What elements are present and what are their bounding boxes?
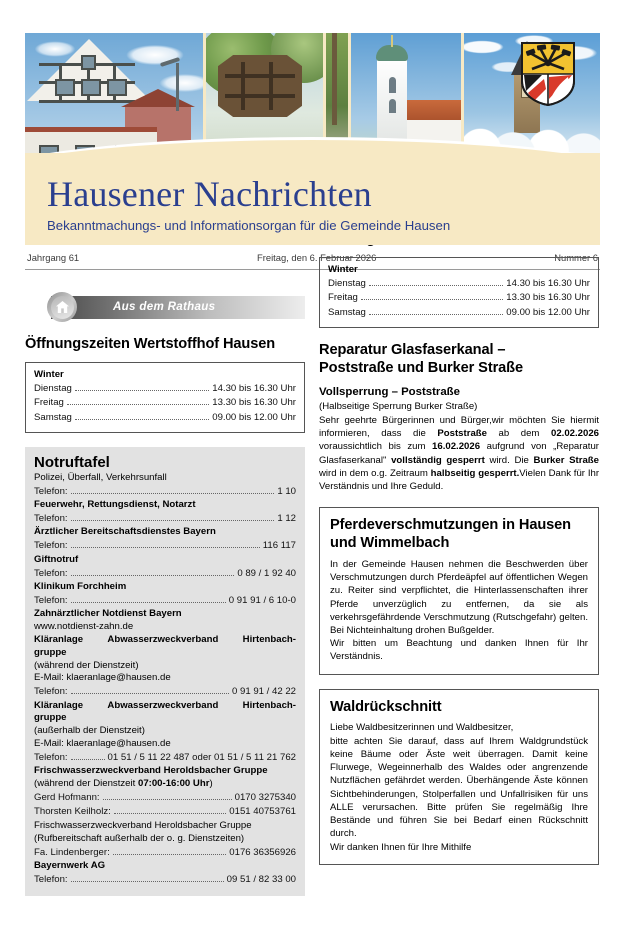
banner-label: Aus dem Rathaus (113, 300, 216, 313)
left-hours-rows (34, 382, 296, 425)
left-hours-season: Winter (34, 368, 64, 380)
pferde-heading-line1: Pferdeverschmutzungen in Hausen (330, 517, 571, 534)
frischwasser-note-hours: 07:00-16:00 Uhr (137, 778, 210, 790)
left-hours-heading: Öffnungszeiten Wertstoffhof Hausen (25, 336, 276, 352)
frischwasser-name-2: Frischwasserzweckverband Heroldsbacher Gruppe (34, 819, 252, 831)
name-part: Kläranlage (34, 633, 84, 645)
row-value: 13.30 bis 16.30 Uhr (212, 397, 296, 409)
row-label: Telefon: (34, 513, 68, 525)
notruf-entry-name: Giftnotruf (34, 553, 79, 565)
pferde-para2: Wir bitten um Beachtung und danken Ihnen für Ihr Verständnis. (330, 638, 588, 663)
frischwasser-name: Frischwasserzweckverband Heroldsbacher Gruppe (34, 765, 268, 777)
row-label: Telefon: (34, 594, 68, 606)
row-label: Telefon: (34, 540, 68, 552)
row-value: 0 89 / 1 92 40 (237, 567, 296, 579)
row-label: Dienstag (34, 382, 72, 394)
body-text-run: Vielen Dank für Ihr Verständnis und Ihre Geduld. (319, 467, 600, 492)
hausen-coat-of-arms (520, 41, 576, 107)
klaeranlage-phone-row (34, 685, 296, 699)
klaeranlage-email: E-Mail: klaeranlage@hausen.de (34, 738, 171, 750)
left-opening-hours-box (25, 362, 305, 433)
newspaper-page (0, 33, 625, 930)
bayernwerk-name: Bayernwerk AG (34, 859, 106, 871)
emphasis-text: Burker Straße (533, 454, 600, 466)
body-text-run: Sehr geehrte Bürgerinnen und Bürger,wir möchten Sie hiermit informieren, dass die (319, 414, 599, 440)
wald-para1: bitte achten Sie darauf, dass auf Ihrem Waldgrundstück keine Bäume oder Äste weit überragen. Damit keine Flurwege, Wegeinnerhalb des Waldes oder angrenzende Nutzflächen gefährdet werden. Überhängende Äste können Sichtbehinderungen, Stolperfallen und Unfallrisiken für uns ALLE verursachen. Bitte prüfen Sie regelmäßig Ihre Bestände und führen Sie bei Bedarf einen Rückschnitt durch. (330, 735, 588, 840)
notruf-phone-row (34, 485, 296, 499)
dot-leader (71, 493, 275, 494)
right-hours-season: Winter (328, 263, 358, 275)
dot-leader (71, 881, 224, 882)
glasfaser-paren: (Halbseitige Sperrung Burker Straße) (319, 400, 478, 412)
dot-leader (369, 285, 503, 286)
glasfaser-heading (319, 342, 599, 378)
notruf-entry-name: Polizei, Überfall, Verkehrsunfall (34, 471, 167, 483)
notruftafel-entries (34, 472, 296, 887)
klaeranlage-phone-row (34, 751, 296, 765)
masthead-subtitle: Bekanntmachungs- und Informationsorgan für die Gemeinde Hausen (47, 218, 451, 233)
notruf-entry-name: Zahnärztlicher Notdienst Bayern (34, 608, 182, 620)
klaeranlage-note: (außerhalb der Dienstzeit) (34, 725, 145, 737)
left-column (25, 279, 305, 896)
row-label: Telefon: (34, 686, 68, 698)
wald-heading: Waldrückschnitt (330, 698, 442, 715)
emphasis-text: vollständig gesperrt (391, 454, 485, 466)
row-value: 01 51 / 5 11 22 487 oder 01 51 / 5 11 21 762 (107, 751, 296, 763)
dot-leader (361, 299, 503, 300)
row-label: Thorsten Keilholz: (34, 806, 111, 818)
row-label: Freitag (34, 397, 64, 409)
klaeranlage-name-1 (34, 634, 296, 647)
klaeranlage-email: E-Mail: klaeranlage@hausen.de (34, 672, 171, 684)
right-column (319, 231, 599, 896)
pferde-article-box (319, 507, 599, 674)
klaeranlage-name-2 (34, 700, 296, 713)
row-value: 09 51 / 82 33 00 (226, 873, 296, 885)
frischwasser-note-2: (Rufbereitschaft außerhalb der o. g. Dienstzeiten) (34, 832, 245, 844)
emphasis-text: Poststraße (437, 428, 487, 440)
row-label: Samstag (328, 306, 366, 318)
klaeranlage-name-cont: gruppe (34, 712, 67, 724)
dot-leader (67, 404, 209, 405)
hours-row (328, 291, 590, 305)
wald-article-box (319, 689, 599, 865)
row-label: Samstag (34, 411, 72, 423)
body-text-run: voraussichtlich bis zum (319, 441, 433, 453)
notruf-entry-name: Ärztlicher Bereitschaftsdienstes Bayern (34, 526, 216, 538)
row-value: 1 12 (277, 513, 296, 525)
name-part: Hirtenbach- (242, 699, 296, 711)
house-icon (47, 292, 77, 322)
row-label: Gerd Hofmann: (34, 792, 100, 804)
hours-row (34, 396, 296, 410)
body-text-run: ab dem (486, 428, 551, 440)
name-part: Abwasserzweckverband (107, 699, 219, 711)
row-label: Telefon: (34, 485, 68, 497)
right-hours-rows (328, 277, 590, 320)
body-text-run: wird in dem o.g. Zeitraum (319, 467, 431, 479)
klaeranlage-name-cont: gruppe (34, 646, 67, 658)
name-part: Hirtenbach- (242, 633, 296, 645)
pferde-heading (330, 517, 588, 553)
emphasis-text: 02.02.2026 (550, 428, 599, 440)
frischwasser-contact-row (34, 805, 296, 819)
frischwasser-contact-row (34, 846, 296, 860)
hours-row (328, 306, 590, 320)
row-label: Telefon: (34, 873, 68, 885)
glasfaser-body (319, 414, 599, 493)
row-value: 09.00 bis 12.00 Uhr (506, 306, 590, 318)
volume-label: Jahrgang 61 (27, 252, 80, 263)
wald-salutation: Liebe Waldbesitzerinnen und Waldbesitzer, (330, 722, 514, 734)
notruf-phone-row (34, 512, 296, 526)
dot-leader (71, 759, 105, 760)
masthead-title-block (47, 176, 450, 233)
row-value: 1 10 (277, 485, 296, 497)
notruftafel-panel (25, 447, 305, 896)
wald-para2: Wir danken Ihnen für Ihre Mithilfe (330, 841, 472, 853)
page-title: Hausener Nachrichten (47, 174, 372, 215)
row-value: 0170 3275340 (234, 792, 296, 804)
row-value: 0176 36356926 (229, 846, 296, 858)
row-value: 14.30 bis 16.30 Uhr (212, 382, 296, 394)
body-text-run: aufgrund von „Reparatur Glasfaserkanal" (319, 441, 599, 466)
row-value: 0151 40753761 (229, 806, 296, 818)
dot-leader (113, 854, 227, 855)
row-label: Fa. Lindenberger: (34, 846, 110, 858)
notruf-phone-row (34, 594, 296, 608)
row-value: 0 91 91 / 6 10-0 (228, 594, 296, 606)
notruf-phone-row (34, 539, 296, 553)
name-part: Abwasserzweckverband (107, 633, 219, 645)
dot-leader (75, 390, 209, 391)
dot-leader (114, 813, 227, 814)
dot-leader (71, 547, 260, 548)
dot-leader (103, 799, 232, 800)
row-value: 14.30 bis 16.30 Uhr (506, 277, 590, 289)
row-value: 09.00 bis 12.00 Uhr (212, 411, 296, 423)
pferde-para1: In der Gemeinde Hausen nehmen die Beschwerden über Verschmutzungen durch Pferdeäpfel auf öffentlichen Wegen zu. Reiter sind verpflichtet, die Hinterlassenschaften ihrer Pferde unverzüglich zu entfernen, da sie als verkehrsgefährdende Verschmutzung (Rutschgefahr) gelten. Bei Nichteinhaltung drohen Bußgelder. (330, 558, 588, 636)
row-value: 116 117 (262, 540, 296, 552)
dot-leader (71, 520, 275, 521)
dot-leader (71, 602, 226, 603)
row-label: Telefon: (34, 751, 68, 763)
row-value: 13.30 bis 16.30 Uhr (506, 292, 590, 304)
house-glyph (55, 300, 70, 314)
name-part: Kläranlage (34, 699, 84, 711)
content-columns (25, 263, 600, 896)
row-label: Freitag (328, 292, 358, 304)
issue-date: Freitag, den 6. Februar 2026 (257, 252, 377, 263)
bayernwerk-phone-row (34, 873, 296, 887)
frischwasser-contact-row (34, 791, 296, 805)
pferde-heading-line2: und Wimmelbach (330, 535, 450, 551)
masthead (25, 33, 600, 245)
row-label: Dienstag (328, 277, 366, 289)
issue-number: Nummer 6 (554, 252, 598, 263)
dot-leader (369, 314, 503, 315)
notruf-entry-name: Klinikum Forchheim (34, 580, 127, 592)
row-label: Telefon: (34, 567, 68, 579)
emphasis-text: halbseitig gesperrt. (430, 467, 520, 479)
notruf-phone-row (34, 567, 296, 581)
dot-leader (71, 575, 235, 576)
notruf-entry-url: www.notdienst-zahn.de (34, 620, 134, 632)
dot-leader (75, 419, 209, 420)
glasfaser-subheading: Vollsperrung – Poststraße (319, 385, 460, 398)
glasfaser-heading-line2: Poststraße und Burker Straße (319, 359, 523, 376)
hours-row (328, 277, 590, 291)
dot-leader (71, 693, 229, 694)
frischwasser-note: (während der Dienstzeit 07:00-16:00 Uhr) (34, 778, 213, 790)
notruf-entry-name: Feuerwehr, Rettungsdienst, Notarzt (34, 499, 196, 511)
aus-dem-rathaus-banner (25, 292, 305, 322)
glasfaser-article (319, 342, 599, 493)
glasfaser-heading-line1: Reparatur Glasfaserkanal – (319, 341, 506, 358)
notruftafel-title: Notruftafel (34, 453, 110, 471)
hours-row (34, 411, 296, 425)
body-text-run: wird. Die (484, 454, 534, 466)
klaeranlage-note: (während der Dienstzeit) (34, 659, 139, 671)
row-value: 0 91 91 / 42 22 (231, 686, 296, 698)
right-opening-hours-box (319, 257, 599, 328)
emphasis-text: 16.02.2026 (432, 441, 481, 453)
hours-row (34, 382, 296, 396)
